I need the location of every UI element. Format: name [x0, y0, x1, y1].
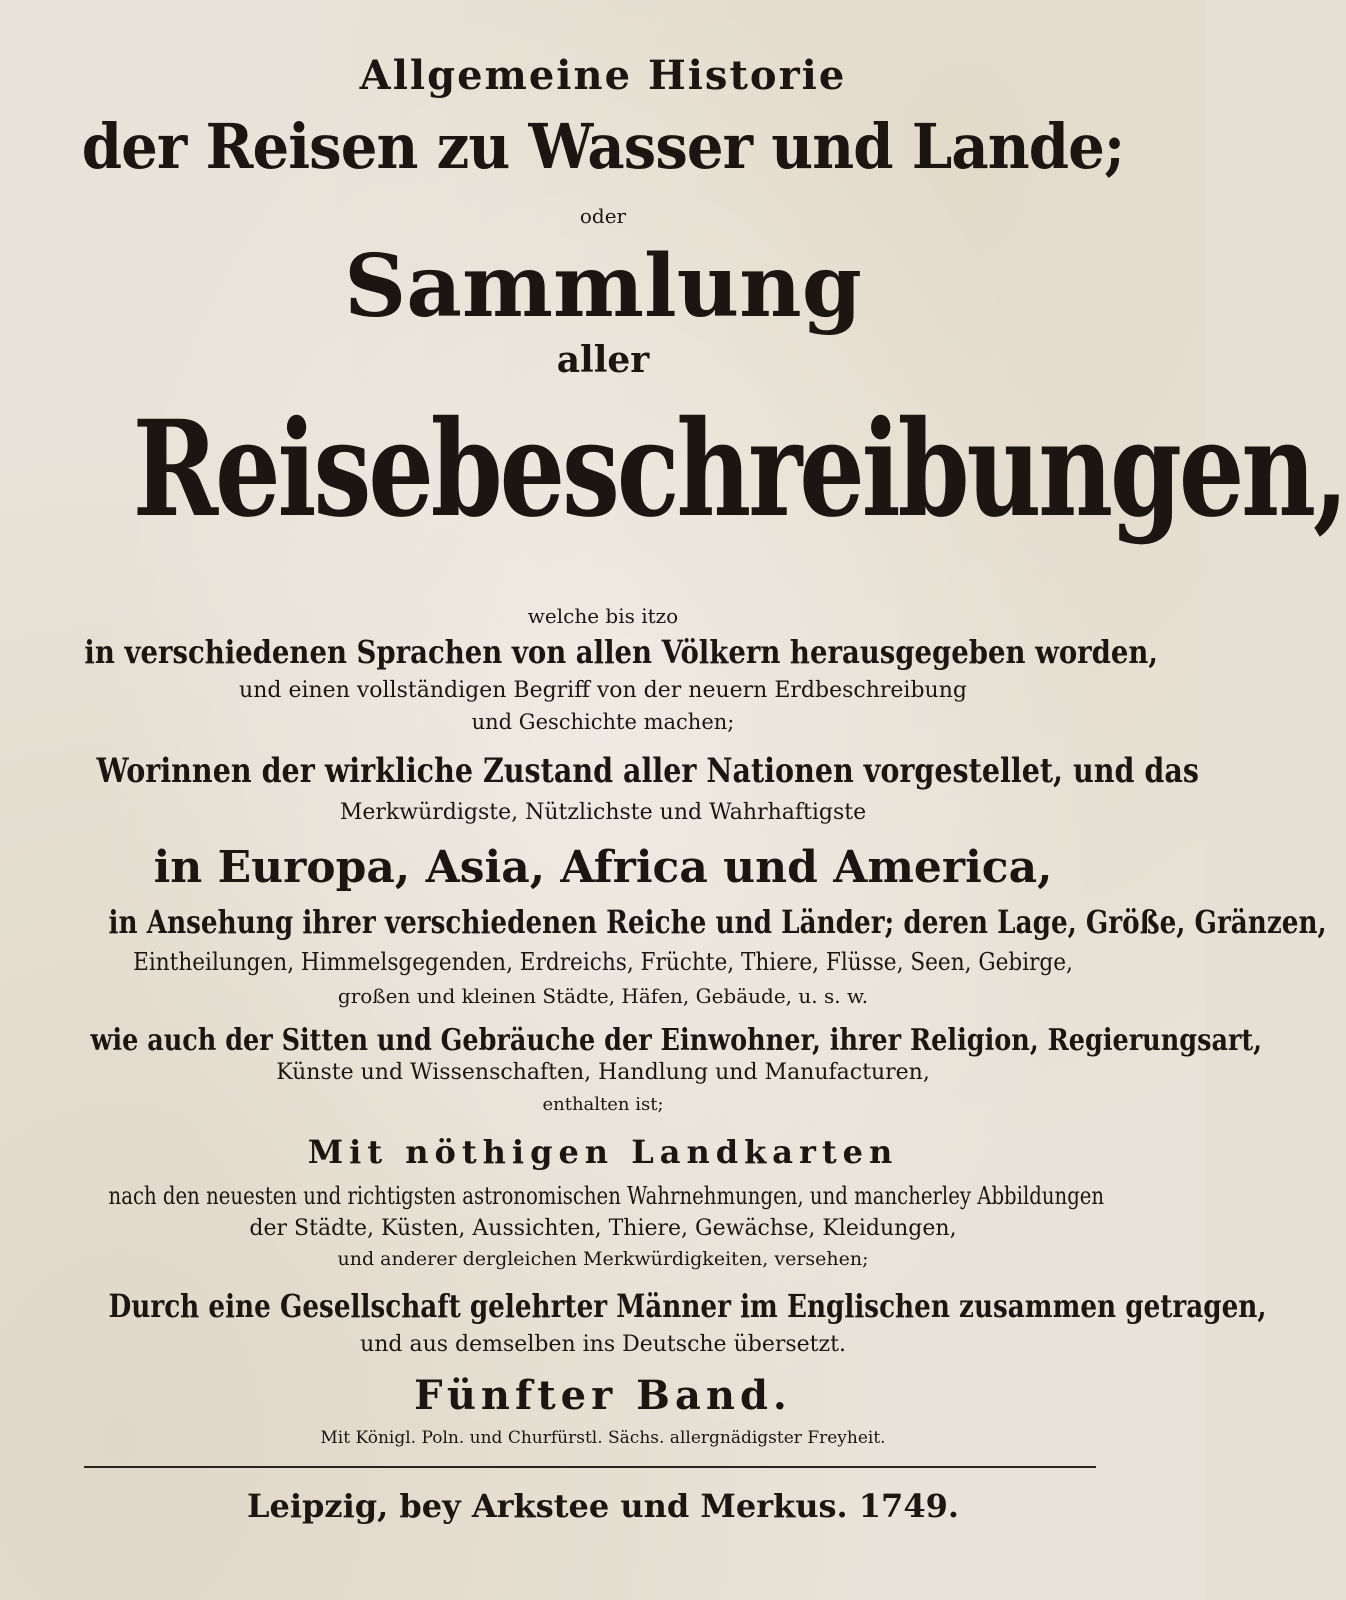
subtitle-line: wie auch der Sitten und Gebräuche der Einwohner, ihrer Religion, Regierungsart, [90, 1023, 1263, 1058]
maps-line: Mit nöthigen Landkarten [307, 1133, 899, 1171]
subtitle-line: enthalten ist; [542, 1094, 664, 1115]
subtitle-line: Worinnen der wirkliche Zustand aller Nationen vorgestellet, und das [96, 751, 1199, 791]
subtitle-line: der Städte, Küsten, Aussichten, Thiere, Gewächse, Kleidungen, [249, 1216, 957, 1241]
subtitle-line: großen und kleinen Städte, Häfen, Gebäude, u. s. w. [337, 984, 869, 1008]
subtitle-line: und Geschichte machen; [471, 710, 735, 734]
subtitle-line: in Ansehung ihrer verschiedenen Reiche und Länder; deren Lage, Größe, Gränzen, [108, 903, 1327, 941]
title-line-sammlung: Sammlung [344, 236, 862, 337]
title-line-allgemeine-historie: Allgemeine Historie [359, 52, 847, 99]
subtitle-line: nach den neuesten und richtigsten astronomischen Wahrnehmungen, und mancherley Abbildungen [108, 1182, 1105, 1210]
continents-line: in Europa, Asia, Africa und America, [153, 842, 1053, 893]
subtitle-line: Merkwürdigste, Nützlichste und Wahrhaftigste [339, 800, 867, 825]
imprint-line: Leipzig, bey Arkstee und Merkus. 1749. [247, 1487, 959, 1525]
subtitle-line: und aus demselben ins Deutsche übersetzt. [360, 1332, 846, 1357]
divider-rule [84, 1466, 1096, 1468]
volume-line: Fünfter Band. [414, 1372, 792, 1419]
title-line-reisen: der Reisen zu Wasser und Lande; [81, 110, 1125, 183]
subtitle-line: in verschiedenen Sprachen von allen Völkern herausgegeben worden, [84, 633, 1159, 671]
title-line-aller: aller [556, 339, 650, 381]
subtitle-line: Künste und Wissenschaften, Handlung und Manufacturen, [276, 1060, 930, 1085]
subtitle-line: und anderer dergleichen Merkwürdigkeiten, versehen; [337, 1248, 869, 1270]
privilege-line: Mit Königl. Poln. und Churfürstl. Sächs. allergnädigster Freyheit. [320, 1428, 886, 1448]
title-line-oder: oder [579, 204, 627, 228]
subtitle-line: welche bis itzo [527, 604, 679, 628]
title-line-reisebeschreibungen: Reisebeschreibungen, [132, 392, 1346, 547]
subtitle-line: Durch eine Gesellschaft gelehrter Männer im Englischen zusammen getragen, [108, 1287, 1267, 1325]
subtitle-line: Eintheilungen, Himmelsgegenden, Erdreichs, Früchte, Thiere, Flüsse, Seen, Gebirge, [133, 948, 1073, 976]
subtitle-line: und einen vollständigen Begriff von der neuern Erdbeschreibung [239, 678, 967, 703]
